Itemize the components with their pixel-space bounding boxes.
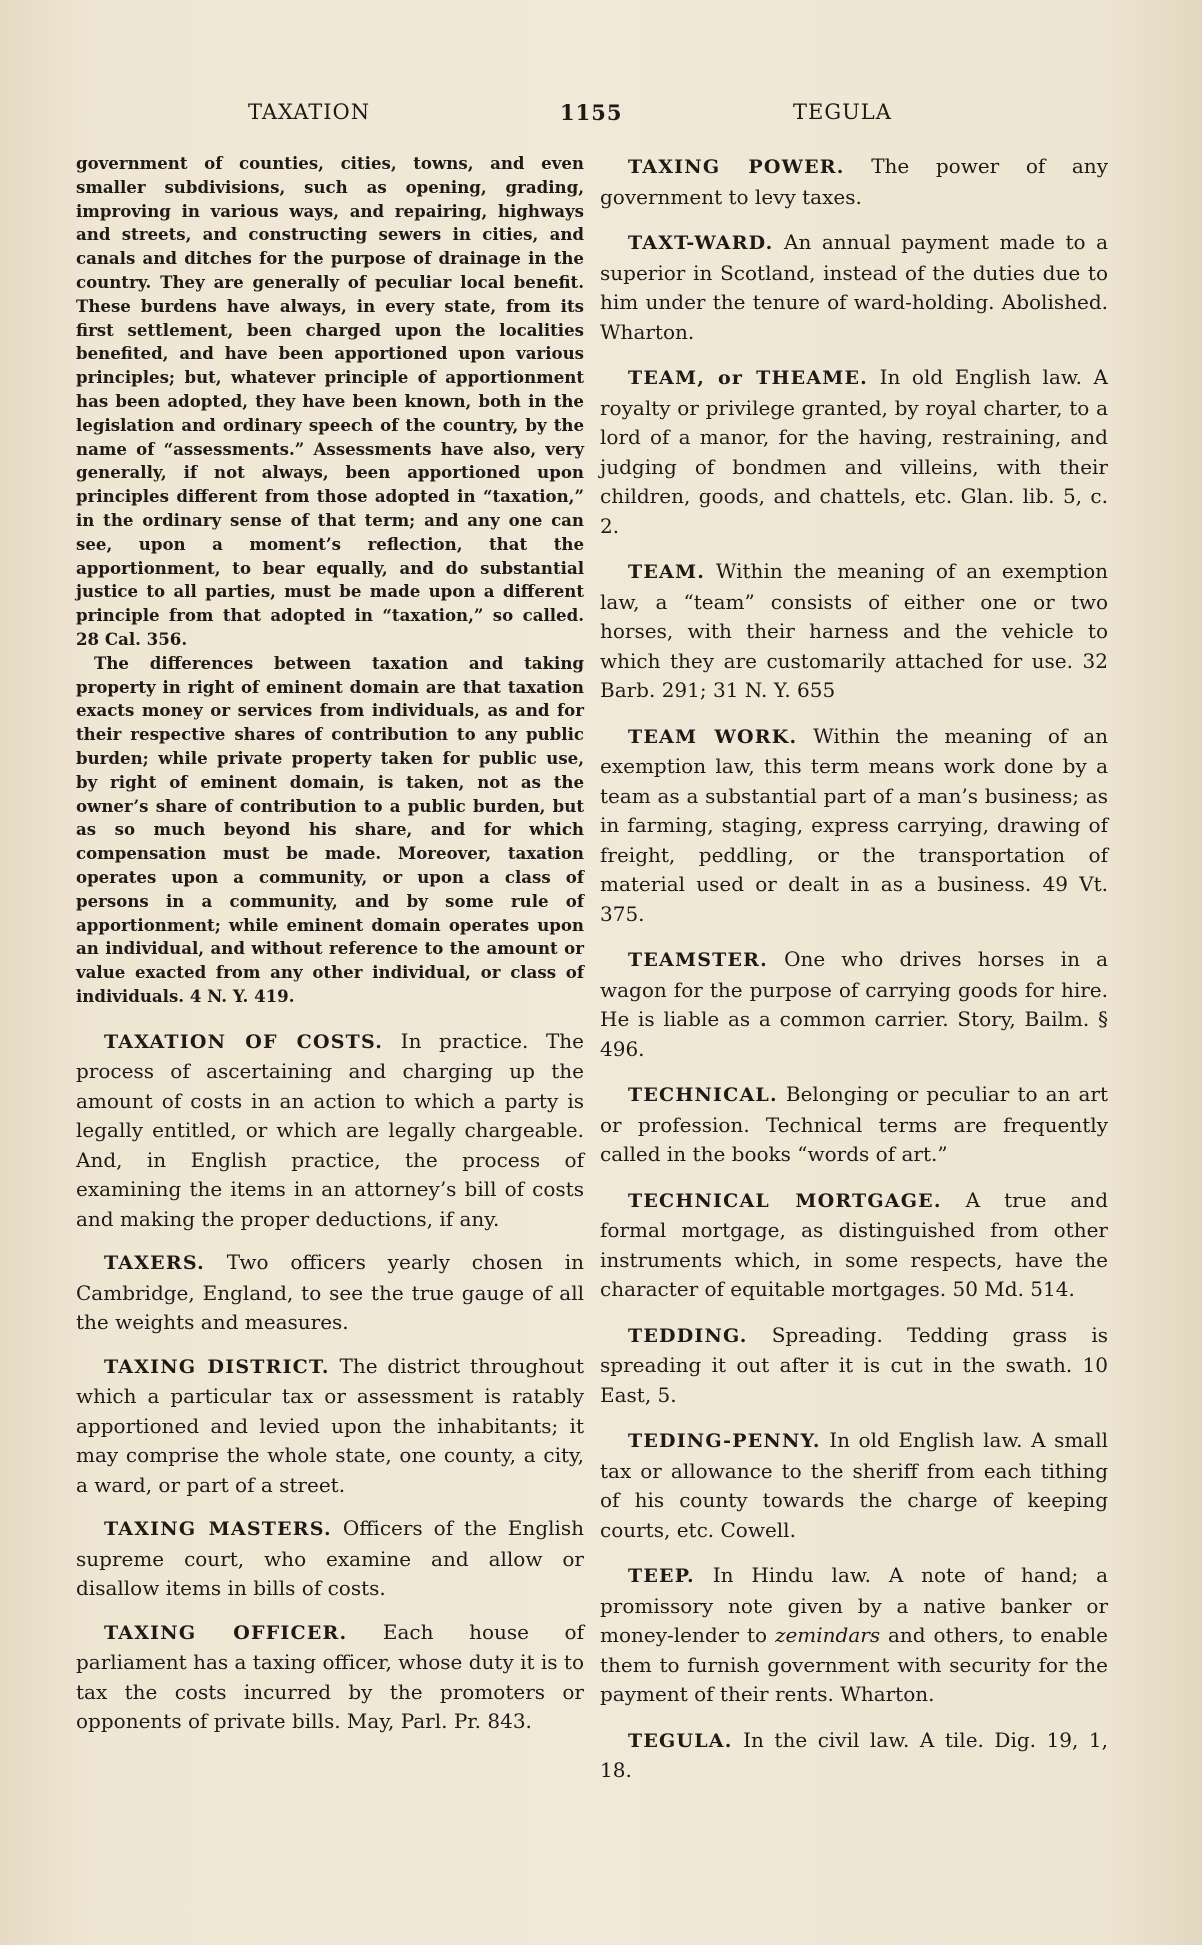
entry-teamster [600, 945, 1108, 1064]
page-number: 1155 [560, 100, 623, 125]
entry-team [600, 557, 1108, 706]
definition: In old English law. A royalty or privilege granted, by royal charter, to a lord of a manor, for the having, restraining, and judging of bondmen and villeins, with their children, goods, and chattels, etc. Glan. lib. 5, c. 2. [600, 365, 1108, 538]
definition: Two officers yearly chosen in Cambridge, England, to see the true gauge of all the weights and measures. [76, 1250, 585, 1335]
definition: The district throughout which a particular tax or assessment is ratably apportioned and levied upon the inhabitants; it may comprise the whole state, one county, a city, a ward, or part of a street. [76, 1353, 584, 1497]
headword: TEAM, or THEAME. [628, 367, 868, 389]
headword: TEGULA. [628, 1729, 733, 1752]
entry-taxing-officer [76, 1618, 584, 1737]
definition: In practice. The process of ascertaining and charging up the amount of costs in an action to which a party is legally entitled, or which are legally chargeable. And, in English practice, the process of examining the items in an attorney’s bill of costs and making the proper deductions, if any. [76, 1028, 584, 1231]
headword: TAXT-WARD. [628, 232, 774, 254]
headword: TEAMSTER. [628, 949, 768, 971]
entry-teep [600, 1561, 1108, 1710]
entry-taxation-of-costs [76, 1027, 584, 1235]
entry-taxt-ward [600, 228, 1108, 347]
headword: TAXERS. [104, 1252, 205, 1275]
definition: In old English law. A small tax or allowance to the sheriff from each tithing of his county towards the charge of keeping courts, etc. Cowell. [600, 1428, 1109, 1542]
definition: Spreading. Tedding grass is spreading it out after it is cut in the swath. 10 East, 5. [600, 1322, 1108, 1407]
definition: An annual payment made to a superior in Scotland, instead of the duties due to him under the tenure of ward-holding. Abolished. Wharton. [600, 230, 1109, 344]
headword: TEAM WORK. [628, 725, 798, 748]
headword: TAXING OFFICER. [104, 1621, 348, 1644]
definition: Officers of the English supreme court, who examine and allow or disallow items in bills of costs. [76, 1516, 585, 1601]
definition-part-1: In Hindu law. A note of hand; a promissory note given by a native banker or money-lender to [600, 1563, 1108, 1647]
headword: TECHNICAL. [628, 1084, 778, 1106]
continuation-paragraph-2: The differences between taxation and taking property in right of eminent domain are that taxation exacts money or services from individuals, as and for their respective shares of contribution to any public burden; while private property taken for public use, by right of eminent domain, is taken, not as the owner’s share of contribution to a public burden, but as so much beyond his share, and for which compensation must be made. Moreover, taxation operates upon a community, or upon a class of persons in a community, and by some rule of apportionment; while eminent domain operates upon an individual, and without reference to the amount or value exacted from any other individual, or class of individuals. 4 N. Y. 419. [76, 652, 584, 1006]
definition: Belonging or peculiar to an art or profession. Technical terms are frequently called in the books “words of art.” [600, 1082, 1108, 1166]
definition: In the civil law. A tile. Dig. 19, 1, 18. [600, 1727, 1108, 1782]
headword: TEDDING. [628, 1324, 748, 1347]
headword: TAXING MASTERS. [104, 1518, 332, 1541]
right-column [600, 152, 1108, 1802]
definition: Each house of parliament has a taxing officer, whose duty it is to tax the costs incurred by the promoters or opponents of private bills. May, Parl. Pr. 843. [76, 1619, 585, 1734]
headword: TAXING POWER. [628, 156, 845, 178]
entry-team-work [600, 722, 1108, 930]
entry-tedding [600, 1321, 1108, 1411]
entry-technical-mortgage [600, 1186, 1108, 1305]
definition: Within the meaning of an exemption law, this term means work done by a team as a substantial part of a man’s business; as in farming, staging, express carrying, drawing of freight, peddling, or the transportation of material used or dealt in as a business. 49 Vt. 375. [600, 723, 1108, 926]
definition-part-2: and others, to enable them to furnish government with security for the payment of their rents. Wharton. [600, 1623, 1108, 1706]
entry-teding-penny [600, 1426, 1108, 1545]
definition: The power of any government to levy taxes. [600, 154, 1108, 209]
headword: TEDING-PENNY. [628, 1430, 821, 1452]
entry-taxing-power [600, 152, 1108, 212]
entry-taxing-masters [76, 1514, 584, 1604]
running-head [0, 100, 1202, 134]
headword: TEEP. [628, 1565, 695, 1587]
definition: A true and formal mortgage, as distinguished from other instruments which, in some respects, have the character of equitable mortgages. 50 Md. 514. [600, 1187, 1108, 1301]
headword: TEAM. [628, 561, 706, 583]
entry-tegula [600, 1726, 1108, 1786]
definition-italic-term: zemindars [774, 1623, 881, 1647]
left-column [76, 152, 584, 1751]
header-right-term: TEGULA [793, 100, 892, 124]
entry-team-or-theame [600, 363, 1108, 541]
headword: TAXATION OF COSTS. [104, 1030, 384, 1053]
header-left-term: TAXATION [248, 100, 371, 124]
definition: One who drives horses in a wagon for the purpose of carrying goods for hire. He is liable as a common carrier. Story, Bailm. § 496. [600, 947, 1109, 1061]
headword: TAXING DISTRICT. [104, 1355, 330, 1378]
headword: TECHNICAL MORTGAGE. [628, 1189, 942, 1212]
definition: Within the meaning of an exemption law, a “team” consists of either one or two horses, with their harness and the vehicle to which they are customarily attached for use. 32 Barb. 291; 31 N. Y. 655 [600, 559, 1108, 702]
entry-technical [600, 1080, 1108, 1170]
continuation-paragraph-1: government of counties, cities, towns, and even smaller subdivisions, such as opening, grading, improving in various ways, and repairing, highways and streets, and constructing sewers in cities, and canals and ditches for the purpose of drainage in the country. They are generally of peculiar local benefit. These burdens have always, in every state, from its first settlement, been charged upon the localities benefited, and have been apportioned upon various principles; but, whatever principle of apportionment has been adopted, they have been known, both in the legislation and ordinary speech of the country, by the name of “assessments.” Assessments have also, very generally, if not always, been apportioned upon principles different from those adopted in “taxation,” in the ordinary sense of that term; and any one can see, upon a moment’s reflection, that the apportionment, to bear equally, and do substantial justice to all parties, must be made upon a different principle from that adopted in “taxation,” so called. 28 Cal. 356. [76, 153, 584, 649]
entry-taxing-district [76, 1352, 584, 1501]
entry-taxers [76, 1248, 584, 1338]
